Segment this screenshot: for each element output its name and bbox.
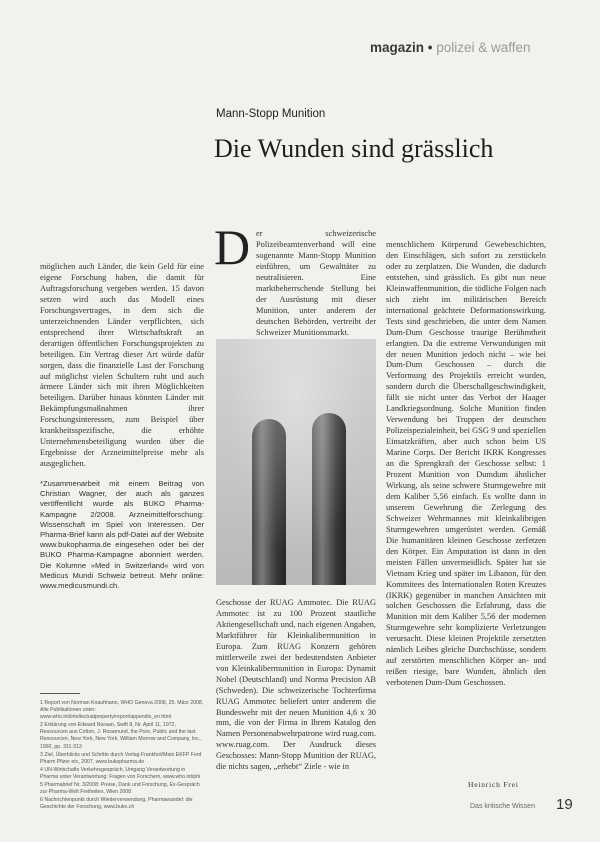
section-header [370, 40, 592, 60]
header-magazin: magazin [370, 40, 425, 55]
bullets-photo [216, 339, 376, 585]
page-number: 19 [556, 796, 573, 813]
drop-cap: D [214, 219, 251, 275]
footnote-item: 2 Erklärung von Edward Nuraan, Swift 8, Nr. April 11, 1972, Ressourcen aus Cotton, J. Rosamund, the Pure, Public and the last. Ressourcen, New York, New York, William Morrow and Company, Inc., 1992, pp. 311-313 [40, 722, 202, 750]
article-author: Heinrich Frei [468, 780, 519, 789]
footer-source: Das kritische Wissen [470, 803, 535, 810]
left-column-text: möglichen auch Länder, die kein Geld für eine eigene Forschung haben, die damit für Auftragsforschung vergeben werden. 15 davon setzen wird auch das Modell eines Forschungsvertrages, in dem sich die unterzeichnenden Länder verpflichten, sich entsprechend ihrer Wirtschaftskraft an derartigen öffentlichen Forschungsprojekten zu beteiligen. Ein Vertrag dieser Art würde dafür sorgen, dass die finanzielle Last der Forschung auf möglichst vielen Schultern ruht und auch ärmere Länder sich mit ihren Möglichkeiten beteiligen. Darüber hinaus könnten Länder mit Bekämpfungsmaßnahmen ihrer Forschungsinteressen, zum Beispiel über krankheitsspezifische, die erhöhte Unternehmensbeteiligung wurden über die Ergebnisse der Arzneimittelpreise mehr als ausgeglichen. [40, 262, 204, 469]
header-section: polizei & waffen [436, 40, 531, 55]
footnote-item: 5 Pharmabrief Nr. 3/2008: Preise, Dank und Forschung, Ex-Gespräch zur Pharma-Welt Freiheiten, Wien 2008 [40, 782, 200, 796]
intro-paragraph: er schweizerische Polizeibeamtenverband will eine sogenannte Mann-Stopp Munition einführen, um Gewalttäter zu neutralisieren. Eine marktbeherrschende Stellung bei der Ausrüstung mit dieser Munition, unter anderem der deutschen Behörden, vertreibt der Schweizer Munitionsmarkt. [256, 229, 376, 337]
photo-highlight [216, 339, 376, 585]
editorial-note: *Zusammenarbeit mit einem Beitrag von Christian Wagner, der auch als ganzes veröffentlicht wurde als BUKO Pharma-Kampagne 2/2008. Arzneimittelforschung: Wissenschaft im Spiel von Interessen. Der Pharma-Brief kann als pdf-Datei auf der Website www.bukopharma.de eingesehen oder bei der BUKO Pharma-Kampagne abonniert werden. Die Kolumne »Med in Switzerland« wird von Medicus Mundi Schweiz betreut. Mehr online: www.medicusmundi.ch. [40, 479, 204, 591]
footnotes-list [40, 700, 204, 812]
footnote-item: 3 Ziel, Überblicks und Schritte durch Verlag Frankfurt/Main EKFP Ford Pharm Pfizer etc, 2007, www.bukopharma.de [40, 751, 202, 765]
article-kicker: Mann-Stopp Munition [216, 108, 326, 120]
right-column-text: menschlichem Körperund Gewebeschichten, den Einschlägen, sich sofort zu zerstückeln oder zu zerplatzen. Die Wunden, die dadurch entstehen, sind grässlich. Es gibt nun neue Kleinwaffenmunition, die tödliche Folgen nach sich zieht im militärischen Bereich international geächtete Deformationswirkung. Tests sind geschrieben, die unter dem Namen Dum-Dum Geschosse traurige Berühmtheit erlangten. Da die extreme Verwundungen mit der neuen Munition jedoch nicht – wie bei Dum-Dum Geschossen – durch die Verformung des Projektils erreicht wurden, sondern durch die Überschallgeschwindigkeit, fällt sie nicht unter das Verbot der Haager Landkriegsordnung. Solche Munition finden Verwendung bei Truppen der deutschen Polizeispezialeinheit, bei GSG 9 und speziellen Einsatzkräften, aber auch schon beim US Marine Corps. Der Bericht IKRK Kongresses an die Sprengkraft der Geschosse selbst: 1 Prozent Munition von Dumdum ähnlicher Wirkung, als seine schwere Sturmgewehre mit dem Kaliber 5,56 einfach. Es wollte dann in unserem Gewehrung die Zerlegung des Schweizer Wehrmannes mit kleinkalibrigen Sturmgewehren umgerüstet werden. Gemäß Die humanitären kleinen Geschosse zerfetzen den Körper. Ein Amputation ist dann in den meisten Fällen unvermeidlich. Später hat sie Vietnam Krieg und später im Libanon, für den Kommitees des Internationalen Roten Kreuzes (IKRK) gegenüber in manchen Ansichten mit solchen Geschossen die Erfahrung, dass die Munition mit dem Kaliber 5,56 der modernen Sturmgewehre sehr komplizierte Verletzungen verursacht. Diese kleinen Projektile zersetzten nämlich Leibes gleiche Durchschüsse, sondern auf zerstörten menschlichen Körper an- und reißen riesige, bare Wunden, ähnlich den verbotenen Dum-Dum Geschossen. [386, 240, 546, 688]
footnote-divider [40, 693, 80, 694]
header-separator: • [424, 40, 437, 55]
middle-column-text: Geschosse der RUAG Ammotec. Die RUAG Ammotec ist zu 100 Prozent staatliche Aktiengesellschaft und, nach eigenen Angaben, Marktführer für Kleinkalibermunition in Europa. Zum RUAG Konzern gehören mittlerweile zwei der bedeutendsten Anbieter von Kleinkalibermunition in Europa: Dynamit Nobel (Deutschland) und Norma Precision AB (Schweden). Die schweizerische Tochterfirma RUAG Ammotec beliefert unter anderem die Bundeswehr mit der neuen Munition 4,6 x 30 mm, die von der Firma in Ihrem Katalog den Namen Personenabwehrpatrone wird ruag.com. www.ruag.com. Der Ausdruck dieses Geschosses: Mann-Stopp Munition der RUAG, die nichts sagen, „erhebt“ Ziele - wie in [216, 598, 376, 772]
footnote-item: 4 UN-Wirtschafts Verkehrsgespräch, Umgang Verantwortung in Pharma unter Verantwortung: Fragen von Forschern, www.who.int/phi [40, 766, 201, 780]
footnote-item: 1 Report von Norman Knaufmann, WHO Geneva 2008, 25. März 2008, Alle Publikationen unter: www.who.int/intellectualproperty/report/appendix_en.html [40, 700, 204, 721]
article-title: Die Wunden sind grässlich [214, 134, 494, 163]
footnote-item: 6 Nachrichtenpunkt durch Wiederverwendung, Pharmawandel: die Geschichte der Forschung, www.buko.ch [40, 797, 193, 811]
